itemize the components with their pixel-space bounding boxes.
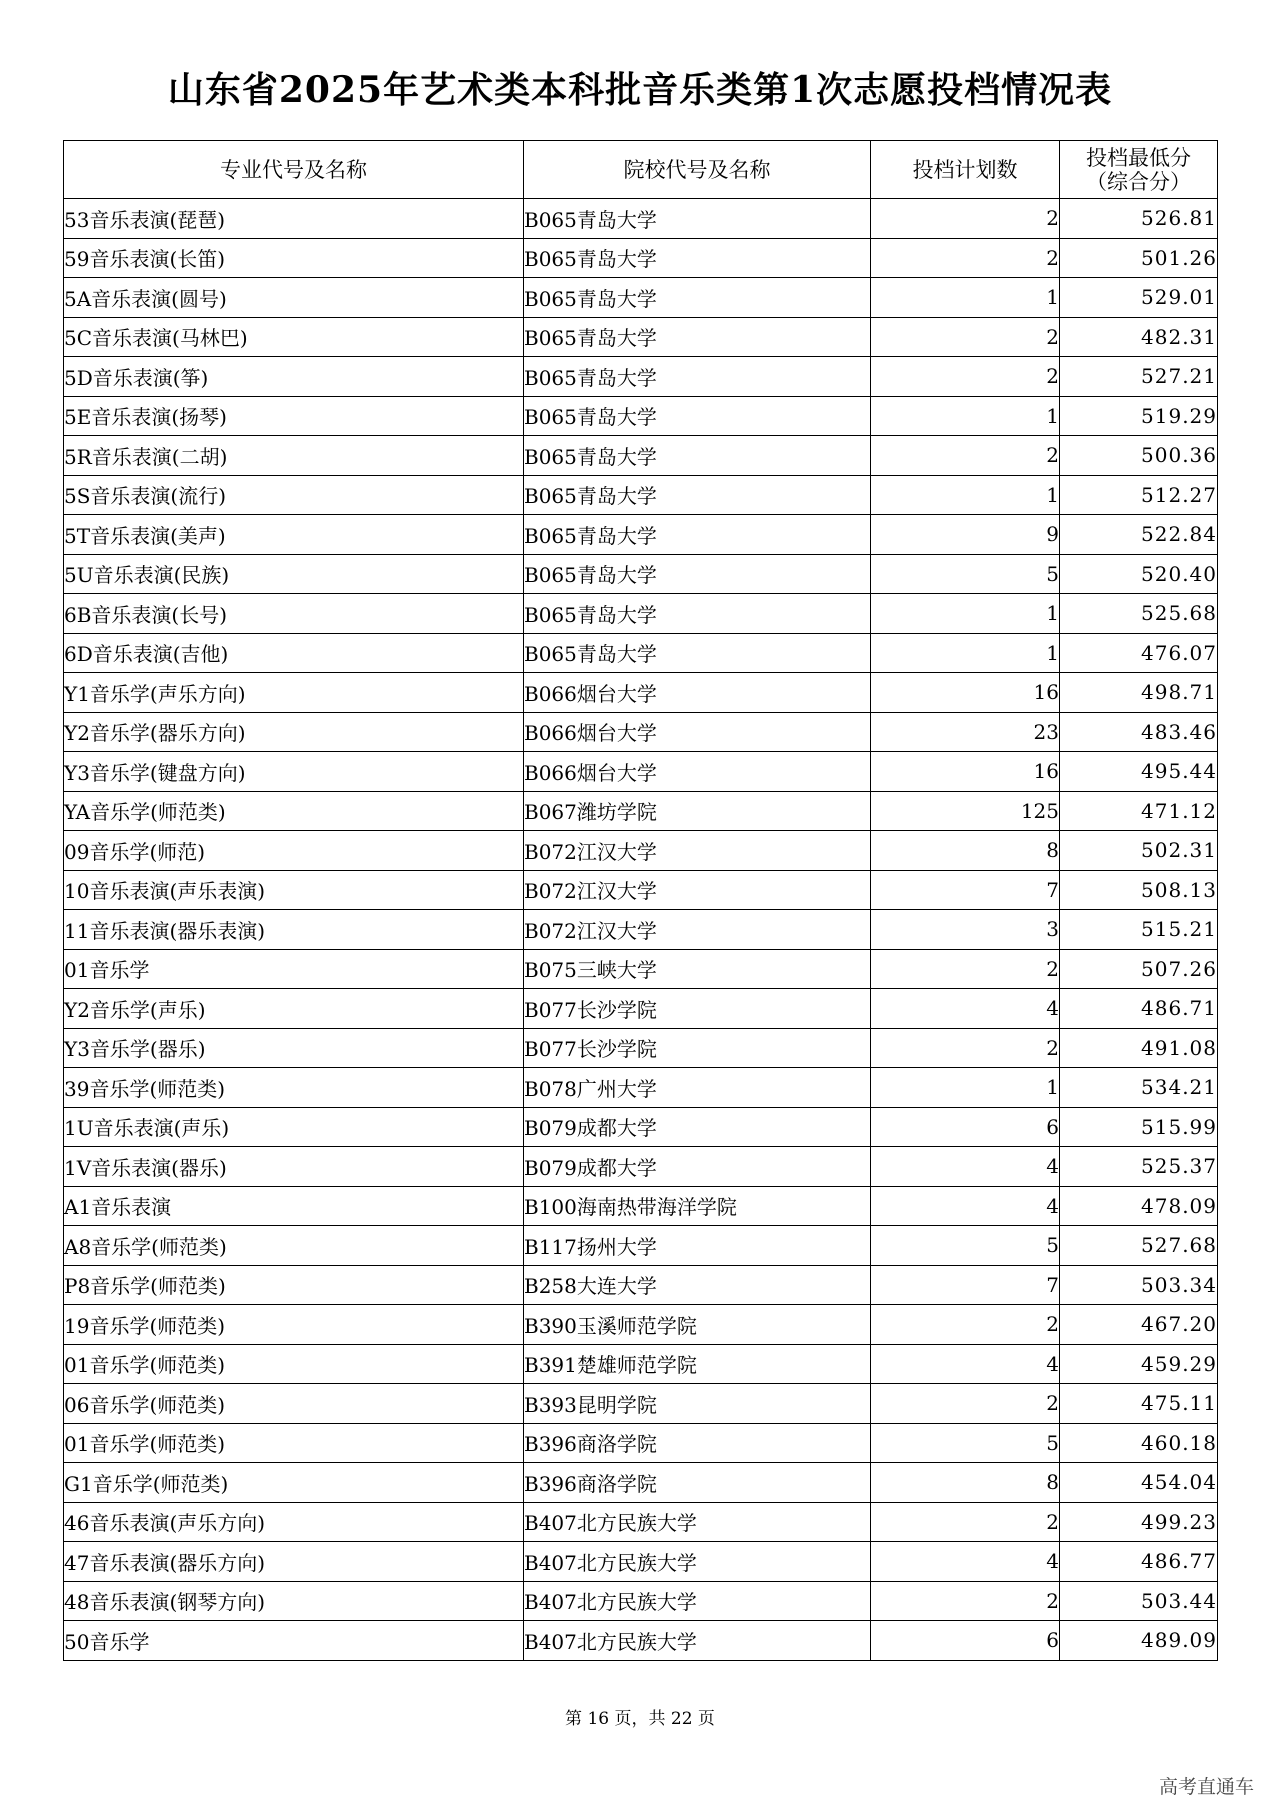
- cell-school: B065青岛大学: [524, 396, 871, 436]
- cell-plan: 4: [871, 989, 1060, 1029]
- cell-score: 503.44: [1060, 1581, 1218, 1621]
- cell-major: 47音乐表演(器乐方向): [64, 1542, 524, 1582]
- cell-school: B065青岛大学: [524, 554, 871, 594]
- table-row: [64, 515, 1218, 555]
- cell-school: B066烟台大学: [524, 752, 871, 792]
- cell-school: B396商洛学院: [524, 1423, 871, 1463]
- table-row: [64, 1423, 1218, 1463]
- table-row: [64, 633, 1218, 673]
- cell-major: 5D音乐表演(筝): [64, 357, 524, 397]
- cell-major: 50音乐学: [64, 1621, 524, 1661]
- cell-major: 39音乐学(师范类): [64, 1068, 524, 1108]
- cell-major: Y2音乐学(器乐方向): [64, 712, 524, 752]
- cell-plan: 23: [871, 712, 1060, 752]
- table-row: [64, 396, 1218, 436]
- cell-plan: 2: [871, 317, 1060, 357]
- cell-score: 489.09: [1060, 1621, 1218, 1661]
- cell-school: B117扬州大学: [524, 1226, 871, 1266]
- cell-plan: 5: [871, 554, 1060, 594]
- table-row: [64, 1621, 1218, 1661]
- cell-plan: 7: [871, 870, 1060, 910]
- table-row: [64, 752, 1218, 792]
- table-row: [64, 1502, 1218, 1542]
- cell-school: B407北方民族大学: [524, 1542, 871, 1582]
- table-row: [64, 1581, 1218, 1621]
- cell-major: Y3音乐学(键盘方向): [64, 752, 524, 792]
- cell-score: 500.36: [1060, 436, 1218, 476]
- cell-plan: 4: [871, 1147, 1060, 1187]
- cell-school: B075三峡大学: [524, 949, 871, 989]
- cell-plan: 2: [871, 1581, 1060, 1621]
- cell-score: 471.12: [1060, 791, 1218, 831]
- table-row: [64, 1186, 1218, 1226]
- table-row: [64, 910, 1218, 950]
- table-row: [64, 1226, 1218, 1266]
- cell-score: 486.71: [1060, 989, 1218, 1029]
- cell-major: 5R音乐表演(二胡): [64, 436, 524, 476]
- cell-school: B072江汉大学: [524, 831, 871, 871]
- cell-school: B072江汉大学: [524, 870, 871, 910]
- cell-major: 06音乐学(师范类): [64, 1384, 524, 1424]
- cell-plan: 4: [871, 1186, 1060, 1226]
- cell-score: 507.26: [1060, 949, 1218, 989]
- cell-school: B072江汉大学: [524, 910, 871, 950]
- cell-plan: 2: [871, 949, 1060, 989]
- table-row: [64, 673, 1218, 713]
- cell-plan: 1: [871, 396, 1060, 436]
- cell-school: B065青岛大学: [524, 633, 871, 673]
- cell-plan: 1: [871, 278, 1060, 318]
- cell-major: 01音乐学(师范类): [64, 1423, 524, 1463]
- cell-plan: 2: [871, 1305, 1060, 1345]
- cell-plan: 6: [871, 1107, 1060, 1147]
- cell-plan: 16: [871, 673, 1060, 713]
- cell-school: B065青岛大学: [524, 317, 871, 357]
- table-row: [64, 1107, 1218, 1147]
- cell-score: 534.21: [1060, 1068, 1218, 1108]
- cell-school: B065青岛大学: [524, 357, 871, 397]
- cell-school: B079成都大学: [524, 1107, 871, 1147]
- header-major: 专业代号及名称: [64, 141, 524, 199]
- cell-plan: 7: [871, 1265, 1060, 1305]
- cell-plan: 4: [871, 1542, 1060, 1582]
- cell-score: 483.46: [1060, 712, 1218, 752]
- cell-major: P8音乐学(师范类): [64, 1265, 524, 1305]
- cell-score: 476.07: [1060, 633, 1218, 673]
- cell-score: 486.77: [1060, 1542, 1218, 1582]
- cell-school: B065青岛大学: [524, 199, 871, 239]
- cell-plan: 9: [871, 515, 1060, 555]
- cell-score: 520.40: [1060, 554, 1218, 594]
- table-row: [64, 712, 1218, 752]
- header-score: [1060, 141, 1218, 199]
- table-row: [64, 1068, 1218, 1108]
- cell-major: 1U音乐表演(声乐): [64, 1107, 524, 1147]
- cell-score: 515.21: [1060, 910, 1218, 950]
- table-row: [64, 278, 1218, 318]
- cell-plan: 1: [871, 475, 1060, 515]
- cell-major: Y3音乐学(器乐): [64, 1028, 524, 1068]
- cell-school: B391楚雄师范学院: [524, 1344, 871, 1384]
- header-score-line1: 投档最低分: [1086, 145, 1191, 170]
- cell-plan: 2: [871, 357, 1060, 397]
- cell-plan: 2: [871, 1384, 1060, 1424]
- table-row: [64, 594, 1218, 634]
- table-row: [64, 1265, 1218, 1305]
- table-row: [64, 554, 1218, 594]
- table-row: [64, 436, 1218, 476]
- cell-score: 527.21: [1060, 357, 1218, 397]
- table-row: [64, 949, 1218, 989]
- cell-plan: 2: [871, 1502, 1060, 1542]
- table-row: [64, 357, 1218, 397]
- cell-plan: 2: [871, 238, 1060, 278]
- cell-score: 522.84: [1060, 515, 1218, 555]
- cell-score: 519.29: [1060, 396, 1218, 436]
- cell-plan: 2: [871, 436, 1060, 476]
- table-body: [64, 199, 1218, 1661]
- cell-major: 5E音乐表演(扬琴): [64, 396, 524, 436]
- table-row: [64, 475, 1218, 515]
- header-score-line2: （综合分）: [1086, 169, 1191, 194]
- table-header-row: [64, 141, 1218, 199]
- cell-major: 53音乐表演(琵琶): [64, 199, 524, 239]
- cell-score: 498.71: [1060, 673, 1218, 713]
- cell-school: B078广州大学: [524, 1068, 871, 1108]
- table-row: [64, 1463, 1218, 1503]
- cell-major: 01音乐学: [64, 949, 524, 989]
- table-row: [64, 1384, 1218, 1424]
- cell-score: 501.26: [1060, 238, 1218, 278]
- cell-school: B065青岛大学: [524, 278, 871, 318]
- table-row: [64, 1028, 1218, 1068]
- cell-score: 478.09: [1060, 1186, 1218, 1226]
- cell-score: 460.18: [1060, 1423, 1218, 1463]
- table-row: [64, 1344, 1218, 1384]
- watermark: 高考直通车: [1158, 1776, 1254, 1798]
- admission-table: [63, 140, 1218, 1661]
- cell-score: 475.11: [1060, 1384, 1218, 1424]
- cell-score: 526.81: [1060, 199, 1218, 239]
- cell-school: B066烟台大学: [524, 712, 871, 752]
- cell-major: YA音乐学(师范类): [64, 791, 524, 831]
- cell-major: 5A音乐表演(圆号): [64, 278, 524, 318]
- table-row: [64, 199, 1218, 239]
- cell-plan: 4: [871, 1344, 1060, 1384]
- cell-school: B258大连大学: [524, 1265, 871, 1305]
- cell-school: B066烟台大学: [524, 673, 871, 713]
- cell-score: 512.27: [1060, 475, 1218, 515]
- cell-major: 48音乐表演(钢琴方向): [64, 1581, 524, 1621]
- cell-school: B079成都大学: [524, 1147, 871, 1187]
- cell-major: Y2音乐学(声乐): [64, 989, 524, 1029]
- cell-plan: 1: [871, 594, 1060, 634]
- cell-school: B065青岛大学: [524, 436, 871, 476]
- cell-school: B393昆明学院: [524, 1384, 871, 1424]
- cell-score: 499.23: [1060, 1502, 1218, 1542]
- cell-score: 525.68: [1060, 594, 1218, 634]
- cell-score: 527.68: [1060, 1226, 1218, 1266]
- cell-score: 529.01: [1060, 278, 1218, 318]
- cell-score: 525.37: [1060, 1147, 1218, 1187]
- cell-major: A1音乐表演: [64, 1186, 524, 1226]
- table-row: [64, 317, 1218, 357]
- cell-major: 11音乐表演(器乐表演): [64, 910, 524, 950]
- cell-score: 503.34: [1060, 1265, 1218, 1305]
- cell-score: 508.13: [1060, 870, 1218, 910]
- cell-plan: 1: [871, 633, 1060, 673]
- cell-school: B100海南热带海洋学院: [524, 1186, 871, 1226]
- cell-plan: 6: [871, 1621, 1060, 1661]
- cell-school: B067潍坊学院: [524, 791, 871, 831]
- table-row: [64, 831, 1218, 871]
- cell-score: 454.04: [1060, 1463, 1218, 1503]
- cell-major: 6D音乐表演(吉他): [64, 633, 524, 673]
- cell-major: G1音乐学(师范类): [64, 1463, 524, 1503]
- page-footer: 第 16 页，共 22 页: [565, 1709, 715, 1729]
- cell-major: A8音乐学(师范类): [64, 1226, 524, 1266]
- table-row: [64, 1542, 1218, 1582]
- cell-school: B390玉溪师范学院: [524, 1305, 871, 1345]
- cell-major: 6B音乐表演(长号): [64, 594, 524, 634]
- header-plan: 投档计划数: [871, 141, 1060, 199]
- table-row: [64, 1305, 1218, 1345]
- cell-school: B065青岛大学: [524, 238, 871, 278]
- table-row: [64, 1147, 1218, 1187]
- cell-plan: 2: [871, 1028, 1060, 1068]
- cell-plan: 8: [871, 831, 1060, 871]
- cell-score: 459.29: [1060, 1344, 1218, 1384]
- cell-plan: 16: [871, 752, 1060, 792]
- cell-major: 5S音乐表演(流行): [64, 475, 524, 515]
- cell-major: 09音乐学(师范): [64, 831, 524, 871]
- cell-plan: 2: [871, 199, 1060, 239]
- table-row: [64, 791, 1218, 831]
- table-row: [64, 989, 1218, 1029]
- table-row: [64, 238, 1218, 278]
- cell-school: B077长沙学院: [524, 1028, 871, 1068]
- cell-score: 495.44: [1060, 752, 1218, 792]
- cell-major: 46音乐表演(声乐方向): [64, 1502, 524, 1542]
- cell-major: 5U音乐表演(民族): [64, 554, 524, 594]
- cell-score: 482.31: [1060, 317, 1218, 357]
- cell-major: 5C音乐表演(马林巴): [64, 317, 524, 357]
- cell-major: 19音乐学(师范类): [64, 1305, 524, 1345]
- cell-plan: 5: [871, 1423, 1060, 1463]
- cell-major: 5T音乐表演(美声): [64, 515, 524, 555]
- page-title: 山东省2025年艺术类本科批音乐类第1次志愿投档情况表: [167, 69, 1113, 111]
- cell-school: B407北方民族大学: [524, 1502, 871, 1542]
- cell-plan: 5: [871, 1226, 1060, 1266]
- cell-score: 515.99: [1060, 1107, 1218, 1147]
- cell-school: B077长沙学院: [524, 989, 871, 1029]
- cell-major: 10音乐表演(声乐表演): [64, 870, 524, 910]
- cell-school: B407北方民族大学: [524, 1621, 871, 1661]
- cell-major: 01音乐学(师范类): [64, 1344, 524, 1384]
- cell-school: B065青岛大学: [524, 515, 871, 555]
- cell-score: 502.31: [1060, 831, 1218, 871]
- header-school: 院校代号及名称: [524, 141, 871, 199]
- cell-major: 59音乐表演(长笛): [64, 238, 524, 278]
- cell-school: B407北方民族大学: [524, 1581, 871, 1621]
- cell-school: B065青岛大学: [524, 594, 871, 634]
- cell-plan: 1: [871, 1068, 1060, 1108]
- cell-score: 491.08: [1060, 1028, 1218, 1068]
- cell-plan: 8: [871, 1463, 1060, 1503]
- cell-score: 467.20: [1060, 1305, 1218, 1345]
- cell-school: B396商洛学院: [524, 1463, 871, 1503]
- table-row: [64, 870, 1218, 910]
- cell-plan: 3: [871, 910, 1060, 950]
- cell-major: 1V音乐表演(器乐): [64, 1147, 524, 1187]
- cell-major: Y1音乐学(声乐方向): [64, 673, 524, 713]
- cell-school: B065青岛大学: [524, 475, 871, 515]
- cell-plan: 125: [871, 791, 1060, 831]
